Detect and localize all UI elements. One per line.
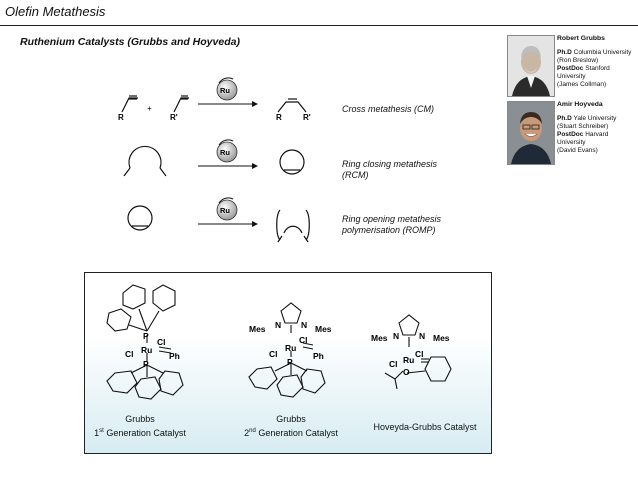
grubbs2-mes-left: Mes [249, 324, 266, 334]
catalyst-label-hoveyda-grubbs [361, 421, 489, 433]
rcm-arrow-head [252, 163, 258, 169]
hoveyda-name: Amir Hoyveda [557, 101, 603, 108]
cm-caption [342, 104, 434, 115]
romp-caption [342, 214, 441, 236]
catalyst-panel [84, 272, 492, 454]
hoveyda-phd-text: Yale University [573, 115, 617, 122]
grubbs1-ph: Ph [169, 351, 180, 361]
ru-label-2: Ru [220, 148, 230, 157]
cm-caption-line1: Cross metathesis (CM) [342, 104, 435, 114]
rcm-caption-line2: (RCM) [342, 170, 369, 180]
grubbs-postdoc-advisor: (James Collman) [557, 81, 607, 88]
hoveyda-photo [507, 101, 555, 165]
hg-cl-right: Cl [415, 349, 424, 359]
hg-mes-left: Mes [371, 333, 388, 343]
hg-n-left: N [393, 331, 400, 341]
grubbs-postdoc-label: PostDoc [557, 65, 584, 72]
grubbs2-label-line2: 2nd Generation Catalyst [244, 428, 338, 438]
grubbs2-p: P [287, 357, 293, 367]
cm-rprime-label: R' [170, 113, 178, 122]
hoveyda-postdoc-advisor: (David Evans) [557, 147, 598, 154]
rcm-caption-line1: Ring closing metathesis [342, 159, 438, 169]
grubbs1-label-line2: 1st Generation Catalyst [94, 428, 186, 438]
hoveyda-phd-label: Ph.D [557, 115, 572, 122]
grubbs1-ru: Ru [141, 345, 153, 355]
romp-monomer [128, 206, 152, 230]
section-subtitle: Ruthenium Catalysts (Grubbs and Hoyveda) [20, 36, 240, 48]
grubbs2-ru: Ru [285, 343, 297, 353]
grubbs-phd-advisor: (Ron Breslow) [557, 57, 599, 64]
ru-label-1: Ru [220, 86, 230, 95]
hoveyda-postdoc-label: PostDoc [557, 131, 584, 138]
romp-caption-line1: Ring opening metathesis [342, 214, 442, 224]
romp-caption-line2: polymerisation (ROMP) [342, 225, 436, 235]
cm-product-r-label: R [276, 113, 282, 122]
grubbs2-cl-left: Cl [269, 349, 278, 359]
grubbs2-n-left: N [275, 320, 282, 330]
hg-mes-right: Mes [433, 333, 450, 343]
grubbs-name: Robert Grubbs [557, 35, 605, 42]
hg-label-line1: Hoveyda-Grubbs Catalyst [373, 422, 477, 432]
ru-catalyst-ball-3 [217, 198, 237, 220]
grubbs-phd-label: Ph.D [557, 49, 572, 56]
hg-ru: Ru [403, 355, 415, 365]
cm-arrow-head [252, 101, 258, 107]
catalyst-structures [85, 273, 491, 403]
cm-product [278, 99, 306, 112]
slide-title: Olefin Metathesis [5, 4, 106, 19]
cm-product-rprime-label: R' [303, 113, 311, 122]
ru-label-3: Ru [220, 206, 230, 215]
rcm-diene [124, 146, 166, 176]
grubbs-phd-text: Columbia University [573, 49, 632, 56]
grubbs1-label-line1: Grubbs [125, 414, 155, 424]
reaction-schemes [100, 68, 340, 258]
ru-catalyst-ball-1 [217, 78, 237, 100]
grubbs-bio [557, 35, 637, 89]
hoveyda-bio [557, 101, 637, 155]
grubbs2-ph: Ph [313, 351, 324, 361]
ru-catalyst-ball-2 [217, 140, 237, 162]
grubbs-photo [507, 35, 555, 97]
hoveyda-postdoc-text: Harvard University [557, 131, 609, 146]
plus-sign: + [147, 104, 152, 113]
grubbs2-label-line1: Grubbs [276, 414, 306, 424]
grubbs1-cl-right: Cl [157, 337, 166, 347]
grubbs2-n-right: N [301, 320, 308, 330]
grubbs1-p-top: P [143, 331, 149, 341]
rcm-caption [342, 159, 437, 181]
catalyst-label-grubbs-1st [85, 413, 195, 439]
hg-n-right: N [419, 331, 426, 341]
grubbs1-cl-left: Cl [125, 349, 134, 359]
romp-arrow-head [252, 221, 258, 227]
catalyst-label-grubbs-2nd [233, 413, 349, 439]
romp-polymer [277, 210, 310, 242]
grubbs-first-gen-structure [107, 285, 183, 399]
hg-o: O [403, 367, 410, 377]
grubbs-postdoc-text: Stanford University [557, 65, 610, 80]
hoveyda-phd-advisor: (Stuart Schreiber) [557, 123, 609, 130]
title-divider [0, 25, 638, 26]
cm-reactants [122, 92, 189, 112]
grubbs2-cl-right: Cl [299, 335, 308, 345]
rcm-ring-product [280, 150, 304, 174]
grubbs2-mes-right: Mes [315, 324, 332, 334]
cm-r-label: R [118, 113, 124, 122]
grubbs1-p-bottom: P [143, 359, 149, 369]
hg-cl-left: Cl [389, 359, 398, 369]
